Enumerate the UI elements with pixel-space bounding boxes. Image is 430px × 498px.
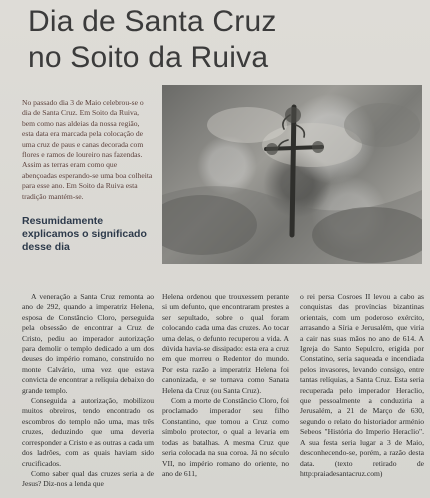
paragraph: Como saber qual das cruzes seria a de Jesus? Diz-nos a lenda que xyxy=(22,468,154,489)
paragraph: Conseguida a autorização, mobilizou muitos obreiros, tendo encontrado os escombros do templo não uma, mas três cruzes, deduzindo que uma deveria corresponder a Cristo e as outras a cada um dos ladrões, com as quais haviam sido crucificados. xyxy=(22,396,154,468)
article-title xyxy=(28,4,418,76)
article-intro: No passado dia 3 de Maio celebrou-se o dia de Santa Cruz. Em Soito da Ruiva, bem como nas aldeias da nossa região, esta data era marcada pela colocação de uma cruz de paus e canas decorada com flores e ramos de loureiro nas fazendas. Assim as terras eram como que abençoadas esperando-se uma boa colheita para esse ano. Em Soito da Ruiva esta tradição mantém-se. xyxy=(22,98,153,201)
article-title-line-2: no Soito da Ruiva xyxy=(28,41,269,74)
paragraph: Com a morte de Constâncio Cloro, foi proclamado imperador seu filho Constantino, que tomou a Cruz como símbolo protector, o qual a levaria em todas as batalhas. A mesma Cruz que seria colocada na sua coroa. Já no século VII, no império romano do oriente, no ano de 611, xyxy=(162,396,289,478)
article-column-2 xyxy=(162,292,289,479)
paragraph: Helena ordenou que trouxessem perante si um defunto, que encontraram prestes a ser sepultado, sobre o qual foram colocando cada uma das cruzes. Ao tocar uma delas, o defunto recuperou a vida. A dúvida havia-se dissipado: esta era a cruz em que morreu o Redentor do mundo. Por esta razão a imperatriz Helena foi canonizada, e se tornava como Sanata Helena da Cruz (ou Santa Cruz). xyxy=(162,292,289,395)
article-column-1 xyxy=(22,292,154,490)
paragraph: o rei persa Cosroes II levou a cabo as conquistas das províncias bizantinas orientais, com um poderoso exército, arrasando a Síria e Jerusalém, que viria a cair nas suas mãos no ano de 614. A Igreja do Santo Sepulcro, erigida por Constatino, seria saqueada e incendiada pelos invasores, levando consigo, entre tantas relíquias, a Santa Cruz. Esta seria recuperada pelo imperador Heraclio, que pessoalmente a conduziria a Jerusalém, a 21 de Março de 630, segundo o relato do historiador arménio Sebeos "História do Imperio Heraclio". A sua festa seria lugar a 3 de Maio, desconhecendo-se, porém, a razão desta data. (texto retirado de http:praiadesantacruz.com) xyxy=(300,292,424,478)
article-subheading: Resumidamente explicamos o significado desse dia xyxy=(22,215,147,253)
cross-photo-illustration xyxy=(162,85,422,264)
article-title-line-1: Dia de Santa Cruz xyxy=(28,5,277,38)
paragraph: A veneração a Santa Cruz remonta ao ano de 292, quando a imperatriz Helena, esposa de Constâncio Cloro, perseguida pela obsessão de encontrar a Cruz de Cristo, pediu ao imperador autorização para demolir o templo dedicado a um dos deuses do império romano, construído no monte Calvário, uma vez que estava convicta de encontrar a relíquia debaixo do grande templo. xyxy=(22,292,154,395)
article-photo xyxy=(162,85,422,264)
article-column-3 xyxy=(300,292,424,479)
